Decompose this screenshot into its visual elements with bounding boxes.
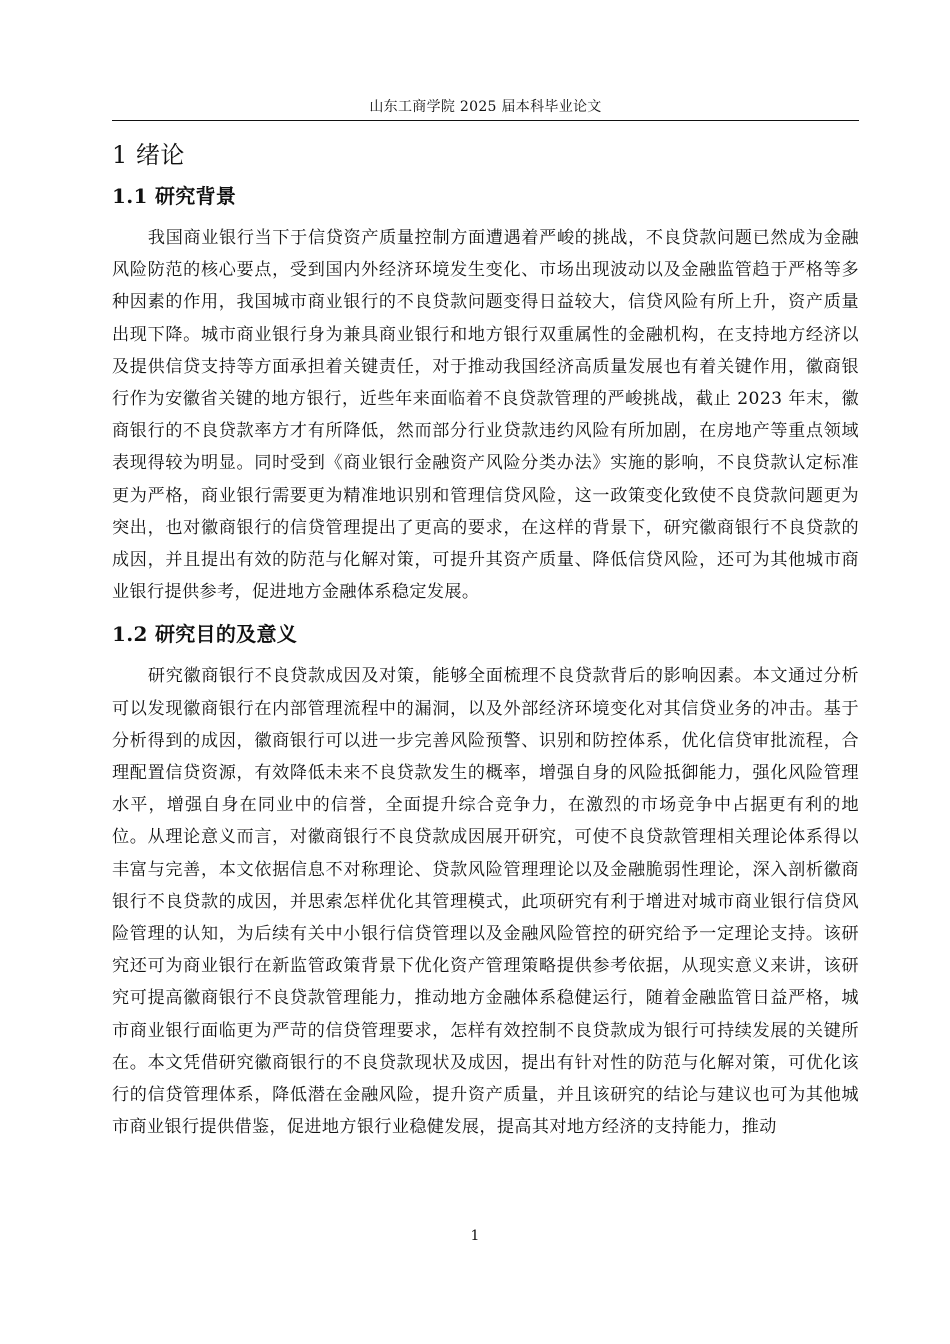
- chapter-title: 1 绪论: [112, 141, 185, 169]
- paragraph-purpose: 研究徽商银行不良贷款成因及对策，能够全面梳理不良贷款背后的影响因素。本文通过分析可以发现徽商银行在内部管理流程中的漏洞，以及外部经济环境变化对其信贷业务的冲击。基于分析得到的成因，徽商银行可以进一步完善风险预警、识别和防控体系，优化信贷审批流程，合理配置信贷资源，有效降低未来不良贷款发生的概率，增强自身的风险抵御能力，强化风险管理水平，增强自身在同业中的信誉，全面提升综合竞争力，在激烈的市场竞争中占据更有利的地位。从理论意义而言，对徽商银行不良贷款成因展开研究，可使不良贷款管理相关理论体系得以丰富与完善，本文依据信息不对称理论、贷款风险管理理论以及金融脆弱性理论，深入剖析徽商银行不良贷款的成因，并思索怎样优化其管理模式，此项研究有利于增进对城市商业银行信贷风险管理的认知，为后续有关中小银行信贷管理以及金融风险管控的研究给予一定理论支持。该研究还可为商业银行在新监管政策背景下优化资产管理策略提供参考依据，从现实意义来讲，该研究可提高徽商银行不良贷款管理能力，推动地方金融体系稳健运行，随着金融监管日益严格，城市商业银行面临更为严苛的信贷管理要求，怎样有效控制不良贷款成为银行可持续发展的关键所在。本文凭借研究徽商银行的不良贷款现状及成因，提出有针对性的防范与化解对策，可优化该行的信贷管理体系，降低潜在金融风险，提升资产质量，并且该研究的结论与建议也可为其他城市商业银行提供借鉴，促进地方银行业稳健发展，提高其对地方经济的支持能力，推动: [112, 666, 859, 1138]
- header-rule: [112, 120, 859, 121]
- page-number: 1: [470, 1228, 480, 1244]
- section-title-purpose: 1.2 研究目的及意义: [112, 622, 298, 647]
- paragraph-background: 我国商业银行当下于信贷资产质量控制方面遭遇着严峻的挑战，不良贷款问题已然成为金融风险防范的核心要点，受到国内外经济环境发生变化、市场出现波动以及金融监管趋于严格等多种因素的作用，我国城市商业银行的不良贷款问题变得日益较大，信贷风险有所上升，资产质量出现下降。城市商业银行身为兼具商业银行和地方银行双重属性的金融机构，在支持地方经济以及提供信贷支持等方面承担着关键责任，对于推动我国经济高质量发展也有着关键作用，徽商银行作为安徽省关键的地方银行，近些年来面临着不良贷款管理的严峻挑战，截止 2023 年末，徽商银行的不良贷款率方才有所降低，然而部分行业贷款违约风险有所加剧，在房地产等重点领域表现得较为明显。同时受到《商业银行金融资产风险分类办法》实施的影响，不良贷款认定标准更为严格，商业银行需要更为精准地识别和管理信贷风险，这一政策变化致使不良贷款问题更为突出，也对徽商银行的信贷管理提出了更高的要求，在这样的背景下，研究徽商银行不良贷款的成因，并且提出有效的防范与化解对策，可提升其资产质量、降低信贷风险，还可为其他城市商业银行提供参考，促进地方金融体系稳定发展。: [112, 228, 859, 603]
- page-body: [112, 136, 859, 1147]
- section-title-background: 1.1 研究背景: [112, 184, 237, 208]
- running-header: 山东工商学院 2025 届本科毕业论文: [369, 99, 602, 115]
